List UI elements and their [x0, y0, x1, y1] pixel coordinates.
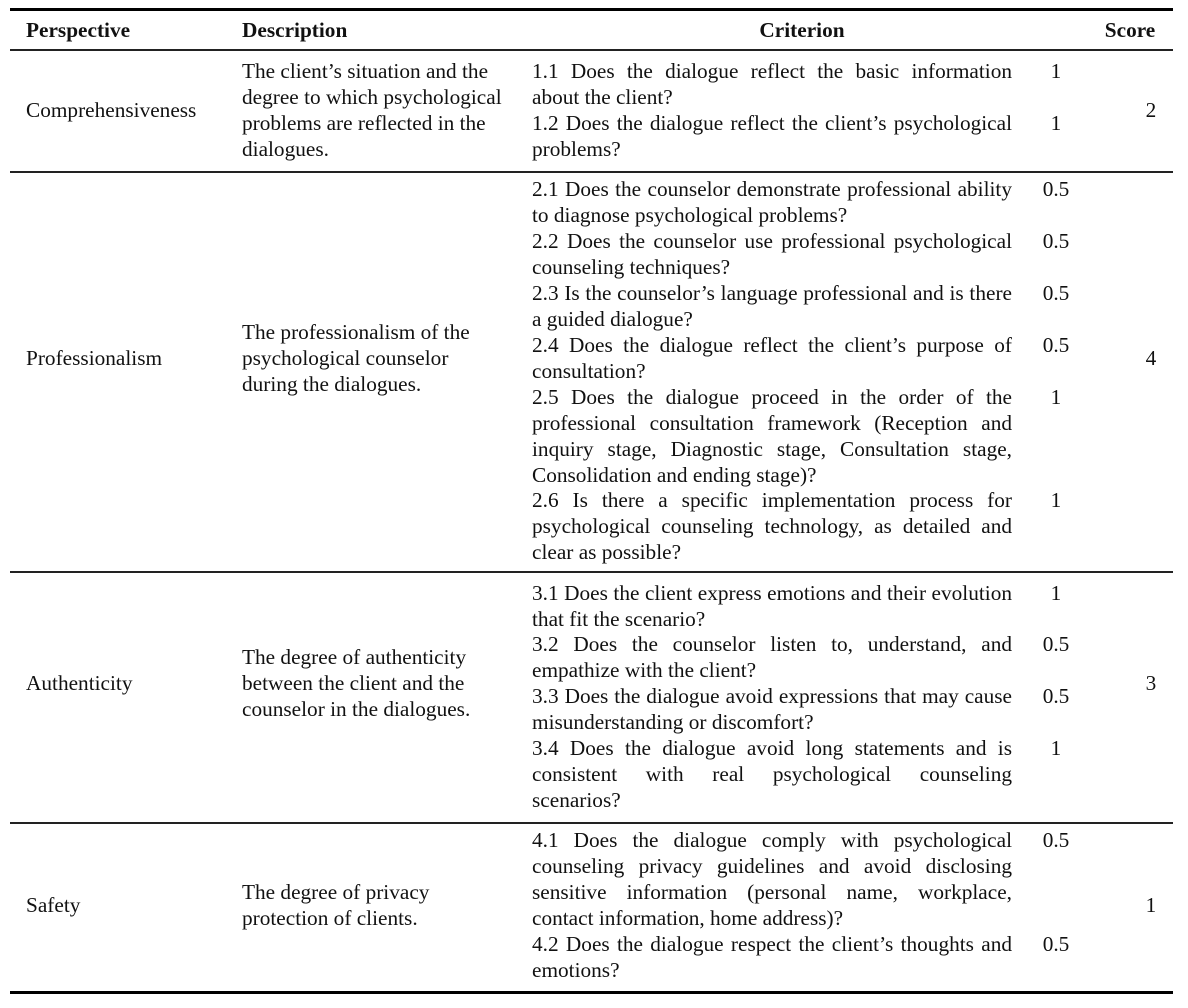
- row-divider: [10, 822, 1173, 824]
- criterion-points: 1: [1050, 736, 1062, 760]
- perspective-cell: Comprehensiveness: [26, 98, 197, 122]
- description-cell: The client’s situation and the degree to which psychological problems are reflected in the dialogues.: [242, 59, 502, 161]
- criterion-points: 1: [1050, 385, 1062, 409]
- criterion-item: 2.4 Does the dialogue reflect the client’s purpose of consultation?: [532, 333, 1012, 383]
- criterion-item: 4.2 Does the dialogue respect the client’s thoughts and emotions?: [532, 932, 1012, 982]
- criterion-points: 0.5: [1042, 632, 1070, 656]
- criterion-item: 3.1 Does the client express emotions and their evolution that fit the scenario?: [532, 581, 1012, 631]
- perspective-cell: Authenticity: [26, 671, 133, 695]
- criterion-points: 0.5: [1042, 229, 1070, 253]
- criterion-item: 3.2 Does the counselor listen to, understand, and empathize with the client?: [532, 632, 1012, 682]
- bottom-rule: [10, 991, 1173, 994]
- criterion-points: 0.5: [1042, 828, 1070, 852]
- criterion-points: 1: [1050, 488, 1062, 512]
- top-rule: [10, 8, 1173, 11]
- header-score: Score: [1104, 18, 1156, 42]
- criterion-item: 2.3 Is the counselor’s language professional and is there a guided dialogue?: [532, 281, 1012, 331]
- description-cell: The degree of privacy protection of clients.: [242, 880, 430, 930]
- criterion-points: 0.5: [1042, 684, 1070, 708]
- criterion-item: 1.2 Does the dialogue reflect the client’s psychological problems?: [532, 111, 1012, 161]
- criterion-item: 3.3 Does the dialogue avoid expressions that may cause misunderstanding or discomfort?: [532, 684, 1012, 734]
- criterion-points: 1: [1050, 111, 1062, 135]
- criterion-item: 3.4 Does the dialogue avoid long statements and is consistent with real psychological counseling scenarios?: [532, 736, 1012, 812]
- criterion-item: 4.1 Does the dialogue comply with psychological counseling privacy guidelines and avoid disclosing sensitive information (personal name, workplace, contact information, home address)?: [532, 828, 1012, 930]
- criterion-points: 1: [1050, 59, 1062, 83]
- header-description: Description: [242, 18, 348, 42]
- criterion-points: 1: [1050, 581, 1062, 605]
- criterion-points: 0.5: [1042, 932, 1070, 956]
- header-perspective: Perspective: [26, 18, 131, 42]
- criterion-item: 2.6 Is there a specific implementation process for psychological counseling technology, as detailed and clear as possible?: [532, 488, 1012, 564]
- description-cell: The degree of authenticity between the client and the counselor in the dialogues.: [242, 645, 471, 721]
- score-cell: 2: [1145, 98, 1157, 122]
- criterion-points: 0.5: [1042, 333, 1070, 357]
- perspective-cell: Safety: [26, 893, 81, 917]
- criterion-points: 0.5: [1042, 177, 1070, 201]
- header-rule: [10, 49, 1173, 51]
- criterion-item: 1.1 Does the dialogue reflect the basic information about the client?: [532, 59, 1012, 109]
- criterion-item: 2.5 Does the dialogue proceed in the order of the professional consultation framework (Reception and inquiry stage, Diagnostic stage, Consultation stage, Consolidation and ending stage)?: [532, 385, 1012, 487]
- description-cell: The professionalism of the psychological counselor during the dialogues.: [242, 320, 470, 396]
- row-divider: [10, 171, 1173, 173]
- header-criterion: Criterion: [759, 18, 845, 42]
- score-cell: 4: [1145, 346, 1157, 370]
- criterion-item: 2.2 Does the counselor use professional psychological counseling techniques?: [532, 229, 1012, 279]
- score-cell: 1: [1145, 893, 1157, 917]
- criterion-item: 2.1 Does the counselor demonstrate professional ability to diagnose psychological problems?: [532, 177, 1012, 227]
- criterion-points: 0.5: [1042, 281, 1070, 305]
- score-cell: 3: [1145, 671, 1157, 695]
- row-divider: [10, 571, 1173, 573]
- perspective-cell: Professionalism: [26, 346, 163, 370]
